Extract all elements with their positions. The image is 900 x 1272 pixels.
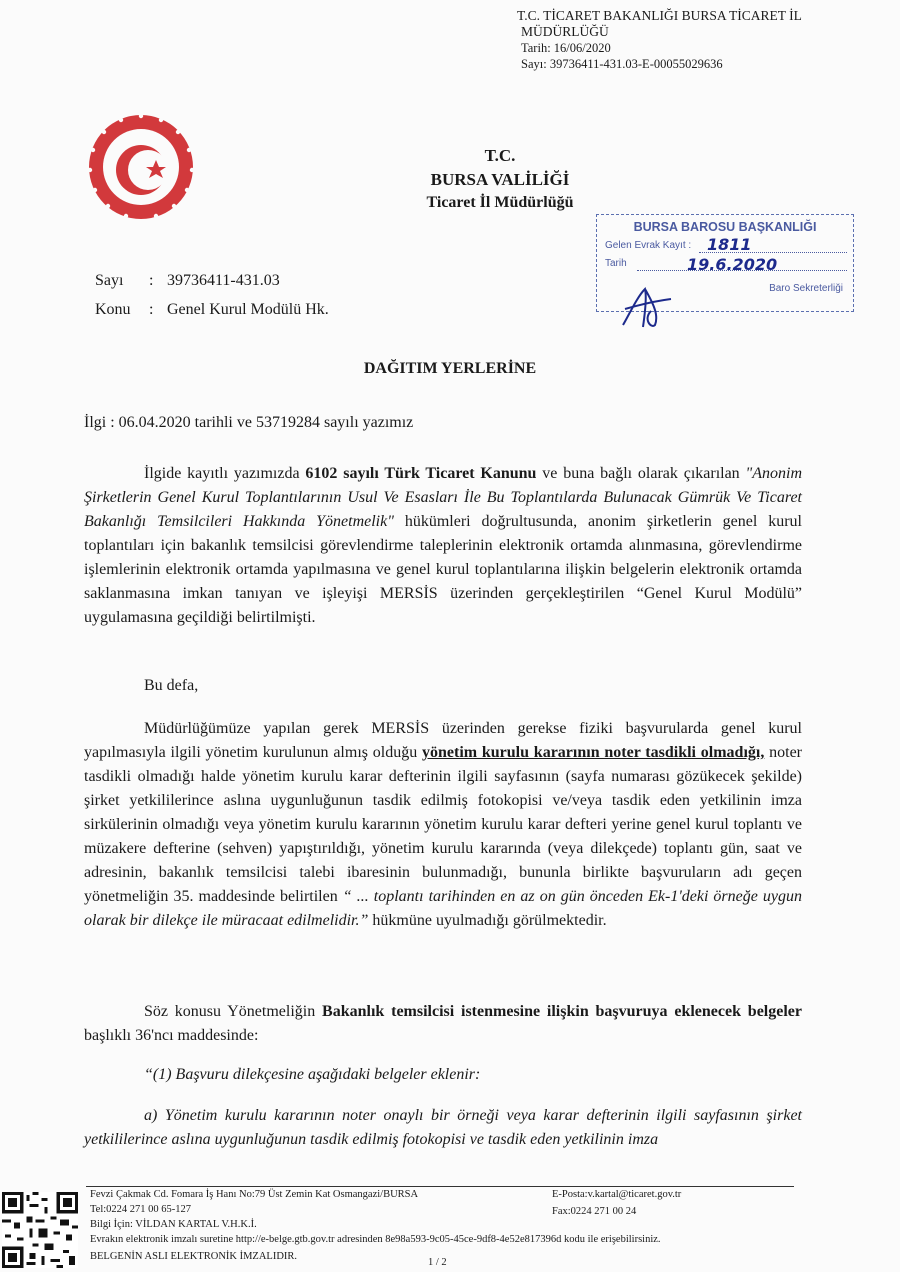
p3-text-a: Müdürlüğümüze yapılan gerek MERSİS üzerinden gerekse fiziki başvurularda genel kurul yapılmasıyla ilgili yönetim kurulunun almış olduğu (84, 720, 802, 761)
header-stamp (517, 8, 802, 72)
paragraph-5: “(1) Başvuru dilekçesine aşağıdaki belgeler eklenir: (144, 1066, 481, 1083)
bar-stamp-secretary-label: Baro Sekreterliği (769, 283, 843, 294)
p3-bold-underlined: yönetim kurulu kararının noter tasdikli olmadığı, (422, 744, 765, 761)
handwritten-incoming-number: 1811 (707, 235, 752, 254)
header-stamp-date: Tarih: 16/06/2020 (521, 41, 611, 55)
konu-value: Genel Kurul Modülü Hk. (167, 301, 329, 318)
sayi-row (95, 272, 280, 290)
sayi-colon: : (149, 272, 154, 289)
footer-fax: Fax:0224 271 00 24 (552, 1206, 637, 1217)
footer-address: Fevzi Çakmak Cd. Fomara İş Hanı No:79 Üst Zemin Kat Osmangazi/BURSA (90, 1189, 419, 1200)
p1-text-c: hükümleri doğrultusunda, anonim şirketlerin genel kurul toplantıları için bakanlık temsilcisi görevlendirme taleplerinin elektronik ortamda alınmasına, görevlendirme işlemlerinin elektronik ortamda yapılmasına ve genel kurul toplantılarına ilişkin belgelerin elektronik ortamda saklanmasına imkan tanıyan ve işleyişi MERSİS üzerinden gerçekleştirilen “Genel Kurul Modülü” uygulamasına geçildiği belirtilmişti. (84, 513, 802, 626)
qr-code-icon (2, 1192, 78, 1268)
header-stamp-line1: T.C. TİCARET BAKANLIĞI BURSA TİCARET İL (517, 8, 802, 23)
paragraph-2: Bu defa, (144, 677, 199, 694)
p1-text-a: İlgide kayıtlı yazımızda (144, 465, 306, 482)
p4-bold: Bakanlık temsilcisi istenmesine ilişkin başvuruya eklenecek belgeler (322, 1003, 803, 1020)
header-stamp-line2: MÜDÜRLÜĞÜ (521, 24, 609, 39)
konu-row (95, 301, 329, 319)
header-stamp-number: Sayı: 39736411-431.03-E-00055029636 (521, 57, 723, 71)
footer-info: Bilgi İçin: VİLDAN KARTAL V.H.K.İ. (90, 1219, 257, 1230)
konu-label: Konu (95, 301, 131, 318)
paragraph-6: a) Yönetim kurulu kararının noter onaylı bir örneği veya karar defterinin ilgili sayfasının şirket yetkililerince aslına uygunluğunun tasdik edilmiş fotokopisi ve tasdik eden yetkilinin imza (84, 1107, 802, 1148)
footer-original: BELGENİN ASLI ELEKTRONİK İMZALIDIR. (90, 1251, 298, 1262)
paragraph-3 (84, 717, 802, 933)
p3-text-c: hükmüne uyulmadığı görülmektedir. (368, 912, 607, 929)
p4-text-b: başlıklı 36'ncı maddesinde: (84, 1027, 259, 1044)
p1-bold: 6102 sayılı Türk Ticaret Kanunu (305, 465, 537, 482)
distribution-heading: DAĞITIM YERLERİNE (363, 360, 537, 377)
title-tc: T.C. (484, 146, 516, 165)
konu-colon: : (149, 301, 154, 318)
footer-verify: Evrakın elektronik imzalı suretine http://e-belge.gtb.gov.tr adresinden 8e98a593-9c05-45ce-9df8-4e52e817396d kodu ile erişebilirsiniz. (90, 1234, 661, 1245)
page-number: 1 / 2 (428, 1257, 447, 1268)
p1-text-b: ve buna bağlı olarak çıkarılan (536, 465, 746, 482)
footer-tel: Tel:0224 271 00 65-127 (90, 1204, 192, 1215)
paragraph-4 (84, 1000, 802, 1048)
title-directorate: Ticaret İl Müdürlüğü (426, 194, 574, 211)
p3-italic: “ ... toplantı tarihinden en az on gün önceden Ek-1'deki örneğe uygun olarak bir dilekçe ile müracaat edilmelidir.” (84, 888, 803, 929)
handwritten-date: 19.6.2020 (687, 255, 778, 274)
bar-stamp-title: BURSA BAROSU BAŞKANLIĞI (633, 220, 817, 234)
reference-line: İlgi : 06.04.2020 tarihli ve 53719284 sayılı yazımız (84, 414, 414, 431)
sayi-value: 39736411-431.03 (167, 272, 280, 289)
sayi-label: Sayı (95, 272, 124, 289)
p4-text-a: Söz konusu Yönetmeliğin (144, 1003, 323, 1020)
paragraph-1 (84, 462, 802, 630)
bar-stamp-date-label: Tarih (605, 258, 627, 269)
footer-email: E-Posta:v.kartal@ticaret.gov.tr (552, 1189, 682, 1200)
p1-italic: "Anonim Şirketlerin Genel Kurul Toplantılarının Usul Ve Esasları İle Bu Toplantılarda Bulunacak Gümrük Ve Ticaret Bakanlığı Temsilcileri Hakkında Yönetmelik" (84, 465, 803, 530)
handwritten-signature (615, 285, 675, 330)
footer-divider (86, 1186, 794, 1187)
title-governorship: BURSA VALİLİĞİ (430, 170, 570, 189)
p3-text-b: noter tasdikli olmadığı halde yönetim kurulu karar defterinin ilgili sayfasının (sayfa numarası gözükecek şekilde) şirket yetkililerince aslına uygunluğunun tasdik edilmiş fotokopisi ve/veya tasdik eden yetkilinin imza sirkülerinin olmadığı veya yönetim kurulu kararının yönetim kurulu karar defteri yerine genel kurul toplantı ve müzakere defterine (sehven) yapıştırıldığı, yönetim kurulu kararında (veya dilekçede) toplantı gün, saat ve adresinin, bakanlık temsilcisi talebi ibaresinin bulunmadığı, bununla birlikte başvuruların adı geçen yönetmeliğin 35. maddesinde belirtilen (84, 744, 803, 905)
bar-stamp-incoming-label: Gelen Evrak Kayıt : (605, 240, 692, 251)
